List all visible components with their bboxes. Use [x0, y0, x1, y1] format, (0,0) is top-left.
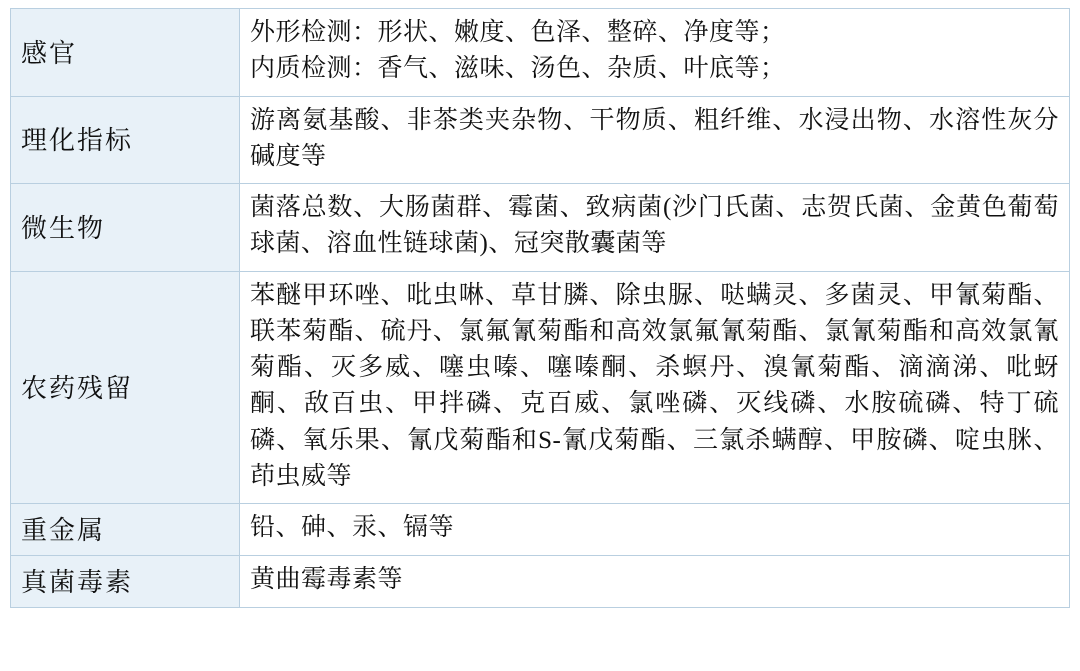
table-body — [11, 9, 1070, 608]
value-cell: 菌落总数、大肠菌群、霉菌、致病菌(沙门氏菌、志贺氏菌、金黄色葡萄球菌、溶血性链球菌)、冠突散囊菌等 — [240, 184, 1070, 272]
table-row — [11, 504, 1070, 556]
table-row — [11, 271, 1070, 504]
category-cell: 理化指标 — [11, 96, 240, 184]
category-cell: 真菌毒素 — [11, 556, 240, 608]
table-row — [11, 556, 1070, 608]
value-cell: 铅、砷、汞、镉等 — [240, 504, 1070, 556]
table-row — [11, 9, 1070, 97]
value-cell — [240, 9, 1070, 97]
category-cell: 感官 — [11, 9, 240, 97]
table-row — [11, 184, 1070, 272]
value-line: 内质检测：香气、滋味、汤色、杂质、叶底等； — [250, 55, 786, 83]
value-cell: 黄曲霉毒素等 — [240, 556, 1070, 608]
category-cell: 农药残留 — [11, 271, 240, 504]
table-row — [11, 96, 1070, 184]
value-line: 外形检测：形状、嫩度、色泽、整碎、净度等； — [250, 19, 786, 46]
category-cell: 重金属 — [11, 504, 240, 556]
inspection-items-table — [10, 8, 1070, 608]
category-cell: 微生物 — [11, 184, 240, 272]
value-cell: 游离氨基酸、非茶类夹杂物、干物质、粗纤维、水浸出物、水溶性灰分碱度等 — [240, 96, 1070, 184]
value-cell: 苯醚甲环唑、吡虫啉、草甘膦、除虫脲、哒螨灵、多菌灵、甲氰菊酯、联苯菊酯、硫丹、氯氟氰菊酯和高效氯氟氰菊酯、氯氰菊酯和高效氯氰菊酯、灭多威、噻虫嗪、噻嗪酮、杀螟丹、溴氰菊酯、滴滴涕、吡蚜酮、敌百虫、甲拌磷、克百威、氯唑磷、灭线磷、水胺硫磷、特丁硫磷、氧乐果、氰戊菊酯和S-氰戊菊酯、三氯杀螨醇、甲胺磷、啶虫脒、茚虫威等 — [240, 271, 1070, 504]
